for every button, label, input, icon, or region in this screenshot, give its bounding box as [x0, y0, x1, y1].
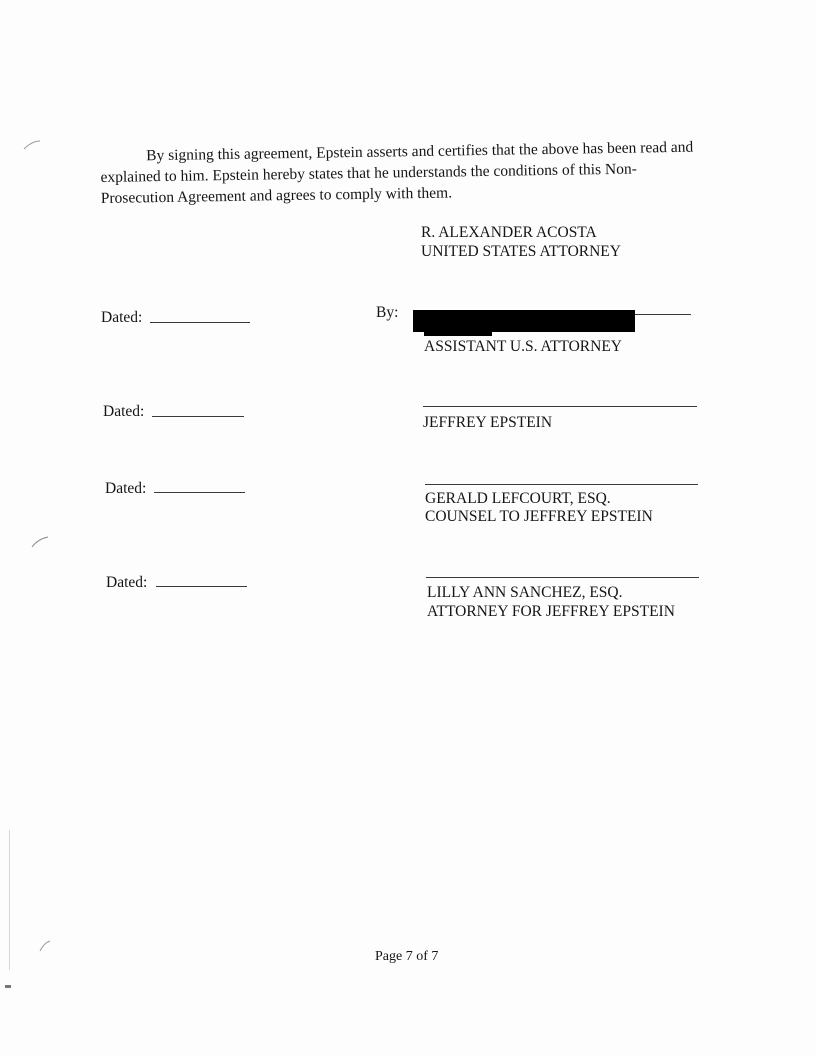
paragraph-indent	[100, 160, 146, 161]
scan-mark	[36, 937, 56, 957]
signatory-name: GERALD LEFCOURT, ESQ.	[425, 490, 611, 507]
date-signature-line	[152, 416, 244, 417]
scan-mark	[20, 135, 60, 155]
us-attorney-title: UNITED STATES ATTORNEY	[421, 243, 621, 260]
dated-label: Dated:	[106, 574, 148, 591]
signatory-name: JEFFREY EPSTEIN	[423, 414, 553, 431]
signatory-title: ASSISTANT U.S. ATTORNEY	[424, 338, 622, 355]
signature-line	[425, 484, 698, 485]
scan-mark	[28, 533, 58, 553]
scan-mark	[5, 985, 11, 988]
dated-label: Dated:	[105, 480, 147, 497]
by-label: By:	[376, 304, 399, 321]
scan-mark	[9, 830, 10, 970]
signature-line	[423, 406, 697, 407]
date-signature-line	[156, 586, 247, 587]
certification-paragraph	[100, 137, 701, 209]
signatory-name: LILLY ANN SANCHEZ, ESQ.	[427, 584, 623, 601]
dated-label: Dated:	[101, 309, 143, 326]
signatory-title: COUNSEL TO JEFFREY EPSTEIN	[425, 508, 653, 525]
certification-text: By signing this agreement, Epstein asserts and certifies that the above has been read and explained to him. Epstein hereby states that he understands the conditions of this Non-Prosecution Agreement and agrees to comply with them.	[100, 138, 694, 207]
redaction-box	[424, 324, 492, 336]
date-signature-line	[154, 492, 245, 493]
signatory-title: ATTORNEY FOR JEFFREY EPSTEIN	[427, 603, 675, 620]
signature-line	[426, 577, 699, 578]
us-attorney-name: R. ALEXANDER ACOSTA	[421, 224, 597, 241]
date-signature-line	[150, 322, 250, 323]
dated-label: Dated:	[103, 403, 145, 420]
page-number: Page 7 of 7	[375, 949, 439, 964]
